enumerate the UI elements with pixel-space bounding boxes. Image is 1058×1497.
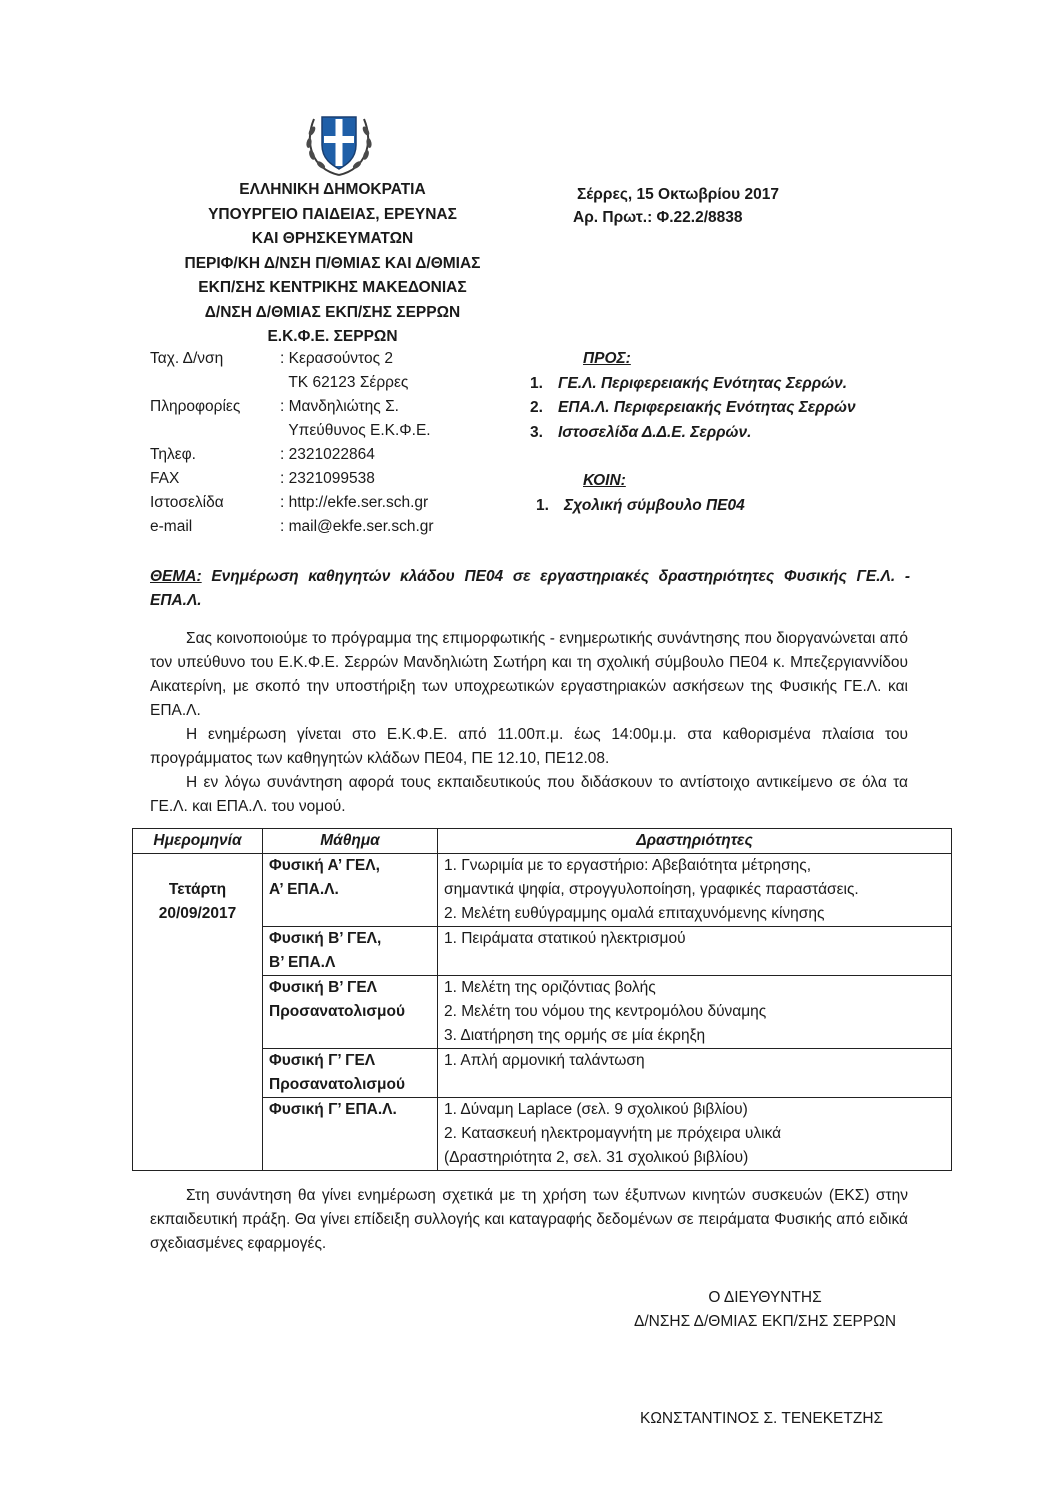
- subject-line: [150, 565, 910, 613]
- contact-row: [150, 491, 480, 515]
- table-row: [133, 854, 952, 927]
- recipient-number: 1.: [530, 374, 543, 392]
- contact-row: [150, 371, 480, 395]
- contact-label: Ταχ. Δ/νση: [150, 350, 224, 367]
- date-weekday: Τετάρτη: [168, 881, 227, 898]
- subject-label: ΘΕΜΑ:: [150, 568, 202, 585]
- body-paragraph: Η εν λόγω συνάντηση αφορά τους εκπαιδευτικούς που διδάσκουν το αντίστοιχο αντικείμενο σε όλα τα ΓΕ.Λ. και ΕΠΑ.Λ. του νομού.: [150, 774, 908, 815]
- contact-label: [150, 419, 280, 443]
- column-header: Μάθημα: [263, 829, 438, 854]
- course-cell: [263, 1098, 438, 1171]
- activity-line: 2. Μελέτη ευθύγραμμης ομαλά επιταχυνόμενης κίνησης: [444, 905, 825, 922]
- contact-row: [150, 347, 480, 371]
- to-heading: ΠΡΟΣ:: [583, 350, 631, 367]
- signature-block: [600, 1286, 930, 1334]
- course-line: Προσανατολισμού: [269, 1076, 405, 1093]
- activity-line: 1. Μελέτη της οριζόντιας βολής: [444, 979, 656, 996]
- activity-line: 1. Δύναμη Laplace (σελ. 9 σχολικού βιβλίου): [444, 1101, 748, 1118]
- course-line: Φυσική Β’ ΓΕΛ,: [269, 930, 382, 947]
- cc-number: 1.: [536, 496, 549, 514]
- issuing-authority-header: [150, 178, 515, 350]
- contact-value: : 2321022864: [280, 446, 375, 463]
- protocol-number: Αρ. Πρωτ.: Φ.22.2/8838: [573, 209, 743, 226]
- course-line: Φυσική Γ’ ΕΠΑ.Λ.: [269, 1101, 397, 1118]
- activity-line: 1. Απλή αρμονική ταλάντωση: [444, 1052, 645, 1069]
- signatory-name: ΚΩΝΣΤΑΝΤΙΝΟΣ Σ. ΤΕΝΕΚΕΤΖΗΣ: [640, 1410, 884, 1427]
- recipients-block: [530, 347, 930, 518]
- activity-line: 2. Μελέτη του νόμου της κεντρομόλου δύναμης: [444, 1003, 767, 1020]
- course-cell: [263, 976, 438, 1049]
- signatory-title: Ο ΔΙΕΥΘΥΝΤΗΣ: [708, 1289, 822, 1306]
- course-line: Φυσική Γ’ ΓΕΛ: [269, 1052, 376, 1069]
- contact-label: e-mail: [150, 518, 193, 535]
- activities-cell: [438, 1049, 952, 1098]
- recipient-item: [530, 372, 930, 397]
- org-line: Ε.Κ.Φ.Ε. ΣΕΡΡΩΝ: [267, 328, 398, 345]
- contact-value: : Μανδηλιώτης Σ.: [280, 398, 399, 415]
- contact-value: : Κερασούντος 2: [280, 350, 393, 367]
- recipient-item: [530, 421, 930, 446]
- activity-line: (Δραστηριότητα 2, σελ. 31 σχολικού βιβλίου): [444, 1149, 749, 1166]
- contact-email[interactable]: : mail@ekfe.ser.sch.gr: [280, 518, 434, 535]
- org-line: Δ/ΝΣΗ Δ/ΘΜΙΑΣ ΕΚΠ/ΣΗΣ ΣΕΡΡΩΝ: [204, 303, 461, 321]
- contact-row: [150, 467, 480, 491]
- greek-coat-of-arms-icon: [300, 103, 378, 181]
- recipient-text: ΓΕ.Λ. Περιφερειακής Ενότητας Σερρών.: [558, 374, 848, 392]
- activity-line: 3. Διατήρηση της ορμής σε μία έκρηξη: [444, 1027, 706, 1044]
- body-paragraph: Η ενημέρωση γίνεται στο Ε.Κ.Φ.Ε. από 11.00π.μ. έως 14:00μ.μ. στα καθορισμένα πλαίσια του προγράμματος των καθηγητών κλάδων ΠΕ04, ΠΕ 12.10, ΠΕ12.08.: [150, 726, 908, 767]
- closing-paragraph: Στη συνάντηση θα γίνει ενημέρωση σχετικά με τη χρήση των έξυπνων κινητών συσκευών (ΕΚΣ) στην εκπαιδευτική πράξη. Θα γίνει επίδειξη συλλογής και καταγραφής δεδομένων σε πειράματα Φυσικής από ειδικά σχεδιασμένες εφαρμογές.: [150, 1187, 908, 1252]
- contact-info: [150, 347, 480, 539]
- course-line: Β’ ΕΠΑ.Λ: [269, 954, 336, 971]
- org-line: ΕΚΠ/ΣΗΣ ΚΕΝΤΡΙΚΗΣ ΜΑΚΕΔΟΝΙΑΣ: [198, 279, 467, 296]
- cc-item: [530, 494, 930, 519]
- activities-cell: [438, 976, 952, 1049]
- column-header: Δραστηριότητες: [438, 829, 952, 854]
- contact-row: [150, 443, 480, 467]
- course-line: Φυσική Α’ ΓΕΛ,: [269, 857, 380, 874]
- contact-label: Πληροφορίες: [150, 398, 241, 415]
- recipient-number: 2.: [530, 399, 543, 416]
- contact-value: Υπεύθυνος Ε.Κ.Φ.Ε.: [280, 422, 431, 439]
- activity-line: 1. Πειράματα στατικού ηλεκτρισμού: [444, 930, 686, 947]
- recipient-number: 3.: [530, 423, 543, 441]
- course-cell: [263, 1049, 438, 1098]
- course-line: Προσανατολισμού: [269, 1003, 405, 1020]
- signatory-department: Δ/ΝΣΗΣ Δ/ΘΜΙΑΣ ΕΚΠ/ΣΗΣ ΣΕΡΡΩΝ: [633, 1313, 897, 1330]
- document-date: Σέρρες, 15 Οκτωβρίου 2017: [577, 186, 779, 203]
- contact-label: FAX: [150, 470, 180, 487]
- schedule-table: [132, 828, 952, 1171]
- contact-label: Ιστοσελίδα: [150, 494, 224, 511]
- recipient-text: Ιστοσελίδα Δ.Δ.Ε. Σερρών.: [558, 423, 752, 441]
- body-paragraph: Σας κοινοποιούμε το πρόγραμμα της επιμορφωτικής - ενημερωτικής συνάντησης που διοργανώνεται από τον υπεύθυνο του Ε.Κ.Φ.Ε. Σερρών Μανδηλιώτη Σωτήρη και τη σχολική σύμβουλο ΠΕ04 κ. Μπεζεργιαννίδου Αικατερίνη, με σκοπό την υποστήριξη των υποχρεωτικών εργαστηριακών ασκήσεων της Φυσικής ΓΕ.Λ. και ΕΠΑ.Λ.: [150, 630, 908, 719]
- activities-cell: [438, 854, 952, 927]
- course-line: Φυσική Β’ ΓΕΛ: [269, 979, 378, 996]
- activities-cell: [438, 1098, 952, 1171]
- org-line: ΚΑΙ ΘΡΗΣΚΕΥΜΑΤΩΝ: [251, 230, 414, 247]
- org-line: ΠΕΡΙΦ/ΚΗ Δ/ΝΣΗ Π/ΘΜΙΑΣ ΚΑΙ Δ/ΘΜΙΑΣ: [184, 254, 481, 272]
- cc-heading: ΚΟΙΝ:: [583, 472, 626, 489]
- org-line: ΕΛΛΗΝΙΚΗ ΔΗΜΟΚΡΑΤΙΑ: [239, 181, 426, 198]
- cc-text: Σχολική σύμβουλο ΠΕ04: [564, 496, 745, 514]
- course-cell: [263, 927, 438, 976]
- column-header: Ημερομηνία: [133, 829, 263, 854]
- contact-website[interactable]: : http://ekfe.ser.sch.gr: [280, 494, 429, 511]
- course-line: Α’ ΕΠΑ.Λ.: [269, 881, 339, 898]
- contact-label: Τηλεφ.: [150, 446, 196, 463]
- org-line: ΥΠΟΥΡΓΕΙΟ ΠΑΙΔΕΙΑΣ, ΕΡΕΥΝΑΣ: [208, 205, 457, 223]
- date-cell: [133, 854, 263, 1171]
- recipient-item: [530, 396, 930, 421]
- contact-label: [150, 371, 280, 395]
- date-protocol-block: [573, 183, 779, 229]
- contact-value: ΤΚ 62123 Σέρρες: [280, 374, 409, 391]
- date-value: 20/09/2017: [158, 905, 237, 922]
- activity-line: 1. Γνωριμία με το εργαστήριο: Αβεβαιότητα μέτρησης,: [444, 857, 812, 874]
- activities-cell: [438, 927, 952, 976]
- course-cell: [263, 854, 438, 927]
- contact-row: [150, 515, 480, 539]
- activity-line: σημαντικά ψηφία, στρογγυλοποίηση, γραφικές παραστάσεις.: [444, 881, 859, 898]
- contact-row: [150, 419, 480, 443]
- contact-row: [150, 395, 480, 419]
- subject-text: Ενημέρωση καθηγητών κλάδου ΠΕ04 σε εργαστηριακές δραστηριότητες Φυσικής ΓΕ.Λ. - ΕΠΑ.Λ.: [150, 568, 910, 609]
- table-header-row: [133, 829, 952, 854]
- contact-value: : 2321099538: [280, 470, 375, 487]
- activity-line: 2. Κατασκευή ηλεκτρομαγνήτη με πρόχειρα υλικά: [444, 1125, 782, 1142]
- recipient-text: ΕΠΑ.Λ. Περιφερειακής Ενότητας Σερρών: [558, 399, 856, 416]
